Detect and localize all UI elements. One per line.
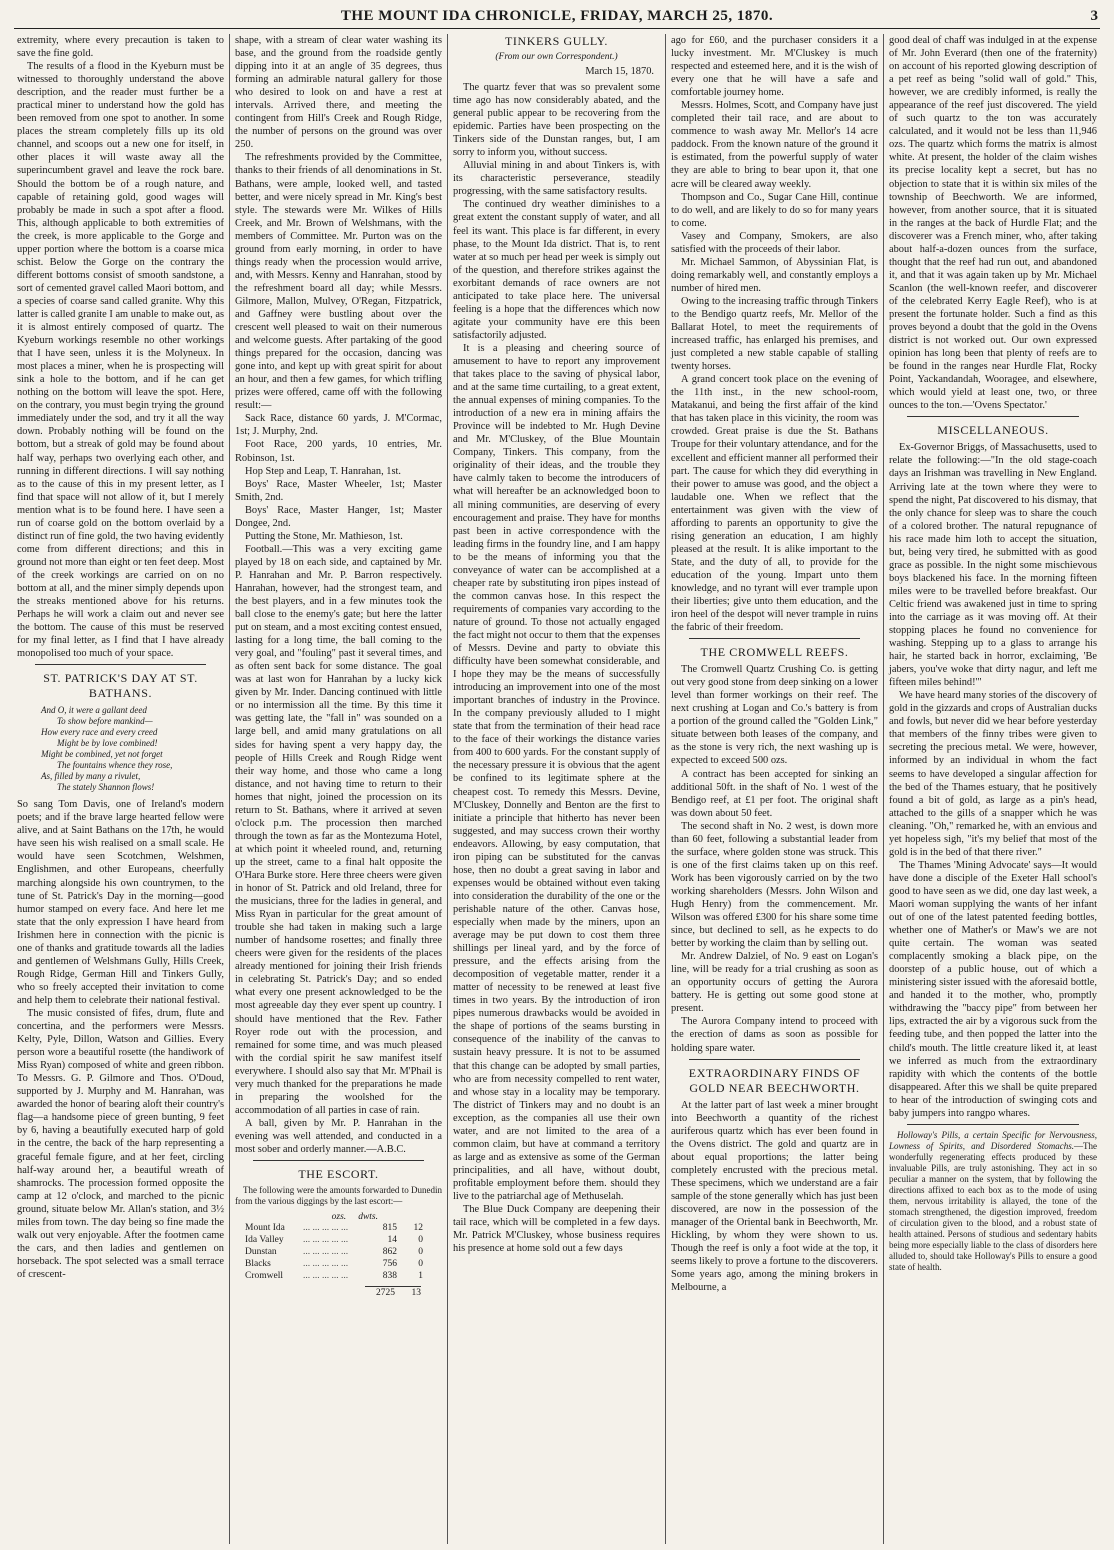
- escort-dwts: 0: [418, 1235, 423, 1246]
- poem-line: The stately Shannon flows!: [57, 782, 155, 793]
- escort-total-row: [245, 1286, 438, 1299]
- leader-dots: ... ... ... ... ...: [303, 1247, 349, 1258]
- article-text: Thompson and Co., Sugar Cane Hill, continue to do well, and are likely to do so for many years to come.: [671, 191, 878, 229]
- leader-dots: ... ... ... ... ...: [303, 1271, 349, 1282]
- escort-place: Cromwell: [245, 1271, 283, 1282]
- article-text: ago for £60, and the purchaser considers it a lucky investment. Mr. M'Cluskey is much respected and esteemed here, and it is the wish of every one that he will have a safe and comfortable journey home.: [671, 35, 878, 99]
- column-rule: [689, 1059, 860, 1060]
- article-text: Owing to the increasing traffic through Tinkers to the Bendigo quartz reefs, Mr. Mellor of the Ballarat Hotel, to meet the requirements of increased traffic, has enlarged his premises, and just completed a new stable capable of stalling twenty horses.: [671, 295, 878, 373]
- escort-table: [245, 1212, 438, 1299]
- table-row: [245, 1234, 438, 1246]
- leader-dots: ... ... ... ... ...: [303, 1259, 349, 1270]
- poem-line: The fountains whence they rose,: [57, 760, 173, 771]
- byline: (From our own Correspondent.): [495, 52, 618, 62]
- poem-verse: [41, 705, 224, 793]
- headline-the-escort: THE ESCORT.: [298, 1167, 379, 1182]
- column-rule: [689, 638, 860, 639]
- ad-lead: Holloway's Pills, a certain Specific for Nervousness, Lowness of Spirits, and Disordered Stomachs.: [889, 1129, 1097, 1151]
- escort-units-header: [245, 1212, 438, 1222]
- headline-tinkers-gully: TINKERS GULLY.: [505, 34, 608, 48]
- page-number: 3: [1090, 8, 1098, 24]
- column-2: [230, 34, 448, 1544]
- poem-line: To show before mankind—: [57, 716, 153, 727]
- table-row: [245, 1246, 438, 1258]
- article-text: good deal of chaff was indulged in at the expense of Mr. John Everard (then one of the fraternity) on account of his reported glowing description of a pet reef as being "solid wall of gold." This, however, we are credibly informed, is really the appearance of the reef just discovered. The yield of such quartz to the ton was accurately calculated, and it would not be less than 11,946 ozs. The quartz which forms the matrix is almost white. At present, the holder of the claim wishes its precise locality kept a secret, but has no objection to state that it is within six miles of the township of Beechworth. We are informed, however, from another source, that it is situated in the ranges at the back of Hurdle Flat; and the discoverer was a French miner, who, after taking about half-a-dozen ounces from the surface, thought that the reef had run out, and abandoned it, and that it was again taken up by Mr. Michael Scanlon (the well-known reefer, and discoverer of the celebrated Kerry Eagle Reef), who is at present the fortunate holder. Such a find as this proves beyond a doubt that the gold in the Ovens district is not worked out. Our own expressed opinion has long been that plenty of reefs are to be found in the ranges near Hurdle Flat, Rocky Point, Yackandandah, Wooragee, and elsewhere, which would yield at least one, two, or three ounces to the ton.—'Ovens Spectator.': [889, 35, 1097, 412]
- poem-line: And O, it were a gallant deed: [41, 705, 147, 716]
- article-text: Vasey and Company, Smokers, are also satisfied with the proceeds of their labor.: [671, 230, 878, 255]
- headline-st-patricks-day: ST. PATRICK'S DAY AT ST. BATHANS.: [43, 671, 198, 701]
- article-text: The continued dry weather diminishes to a great extent the constant supply of water, and all feel its want. This place is far different, in every phase, to the Mount Ida district. That is, to rent water at so much per head per week is simply out of the question, and therefore strikes against the exorbitant demands of race owners are not anticipated to take place here. The universal feeling is a hope that the differences which now agitate your community have ere this been satisfactorily adjusted.: [453, 199, 660, 341]
- article-text: The second shaft in No. 2 west, is down more than 60 feet, following a substantial leader from the surface, where golden stone was struck. This is one of the first claims taken up on this reef. Work has been vigorously carried on by the two working shareholders (Messrs. John Wilson and Hugh Henry) from the commencement. Mr. Wilson was offered £300 for his share some time since, but declined to sell, as he expects to do better by working the claim than by selling out.: [671, 820, 878, 950]
- article-text: The results of a flood in the Kyeburn must be witnessed to thoroughly understand the above description, and the reader must further be a practical miner to understand how the gold has been removed from one spot to another. In some places the stream completely fills up its old channel, and scoops out a new one for itself, in other places it will waste away all the superincumbent gravel and leave the rock bare. Should the bottom be of a rough nature, and capable of retaining gold, good wages will probably be made in such a spot after a flood. This, although applicable to both extremities of the creek, is more applicable to the Gorge and upper portion where the bottom is a coarse mica schist. Below the Gorge on the contrary the different bottoms consist of smooth sandstone, a sort of cemented gravel called Maori bottom, and a species of coarse sand called granite. Why this latter is called granite I am unable to make out, as it is almost entirely composed of quartz. The Kyeburn workings resemble no other workings that I have seen, unless it is the Molyneux. In most places a miner, when he is prospecting will sink a hole to the bottom, and if he can get nothing on the bottom will leave the spot. Here, on the contrary, you must begin trying the ground immediately under the sod, and try it all the way down. Probably nothing will be found on the bottom, but a streak of gold may be found about half way, perhaps two overlying each other, and running in different directions. I will say nothing as to the cause of this in my present letter, as I find that space will not allow of it, but I merely mention what is to be found here. I have seen a run of coarse gold on the bottom overlaid by a distinct run of fine gold, the two having evidently come from different directions; and this in ground not more than eight or ten feet deep. Most of the creek workings are carried on on no bottom at all, and the miner simply depends upon the streaks mentioned above for his returns. Perhaps he will work a claim out and never see the bottom. The cause of this must be reserved for my final letter, as I find that I have already monopolised too much of your space.: [17, 61, 224, 660]
- article-text: The Blue Duck Company are deepening their tail race, which will be completed in a few days. Mr. Patrick M'Cluskey, whose business requires his presence at home sold out a few days: [453, 1204, 660, 1255]
- article-text: The Cromwell Quartz Crushing Co. is getting out very good stone from deep sinking on a lower level than former workings on their reef. The next crushing at Logan and Co.'s battery is from a portion of the ground called the "Golden Link," situate between both leases of the company, and as the stone is very rich, the next washing up is expected to exceed 500 ozs.: [671, 664, 878, 767]
- article-text: It is a pleasing and cheering source of amusement to have to report any improvement that takes place to the saving of physical labor, and at the same time curtailing, to a great extent, the annual expenses of mining companies. To the introduction of a new era in mining affairs the Province will be indebted to Mr. Hugh Devine and Mr. M'Cluskey, of the Blue Mountain Company, Tinkers. This company, from the originality of their ideas, and the trouble they have calmly taken to become the introducers of what will hereafter be an acknowledged boon to all mining communities, are deserving of every encouragement and praise. They have for months past been in active correspondence with the leading firms in the foundry line, and I am happy to be the means of informing you that the conveyance of water can be accomplished at a cheaper rate by substituting iron pipes instead of the common canvas hose. In this respect the requirements of companies vary according to the nature of ground. To those not actually engaged the fact might not occur to them that the expenses of Messrs. Devine and party to obviate this difficulty have been somewhat considerable, and I hope they may be the means of successfully introducing an improvement into one of the most important branches of industry in the Province. In the company previously alluded to I might state that from the termination of their head race to the face of their workings the distance varies from 400 to 600 yards. For the constant supply of the necessary pressure it is obvious that the agent be confined to its legitimate sphere at the cheapest cost. To remedy this Messrs. Devine, M'Cluskey, Donnelly and Benton are the first to initiate a principle that hitherto has never been suggested, and may success crown their worthy endeavors. Allowing, by easy computation, that iron piping can be substituted for the canvas hose, then no doubt a great saving in labor and expenses would be obtained without even taking into consideration the durability of the one or the perishable nature of the other. Canvas hose, especially when made by the miners, upon an average may be put down to cost them three shillings per lineal yard, and by the force of pressure, and the effects arising from the decomposition of vegetable matter, render it a matter of necessity to be renewed at least five times in two years. By the introduction of iron pipes numerous drawbacks would be avoided in the shape of portions of the seams bursting in consequence of the inability of the canvas to sustain heavy pressure. It is not to be assumed that this change can be adopted by small parties, who are from necessity compelled to rent water, and whose stay in a locality may be temporary. The district of Tinkers may and no doubt is an exception, as the companies all use their own water, and are not limited to the area of a common claim, but have at command a territory as large and as extensive as some of the German principalities, and all have, without doubt, profitable employment before them. should they live to the patriarchal age of Methuselah.: [453, 342, 660, 1202]
- column-rule: [907, 1124, 1079, 1125]
- escort-ozs: 14: [387, 1235, 397, 1246]
- escort-intro: The following were the amounts forwarded to Dunedin from the various diggings by the last escort:—: [235, 1185, 442, 1207]
- escort-ozs: 838: [382, 1271, 397, 1282]
- poem-line: Might be by love combined!: [57, 738, 158, 749]
- article-text: A ball, given by Mr. P. Hanrahan in the evening was well attended, and conducted in a most sober and orderly manner.—A.B.C.: [235, 1117, 442, 1155]
- masthead: [14, 6, 1100, 29]
- article-text: The music consisted of fifes, drum, flute and concertina, and the performers were Messrs. Kelty, Pyle, Dillon, Watson and Gillies. Every person wore a beautiful rosette (the handiwork of Miss Ryan) composed of white and green ribbon. To Messrs. G. P. Gilmore and Thos. O'Doud, supported by J. Murphy and M. Hanrahan, was awarded the honor of bearing aloft their country's flag—a handsome piece of green bunting, 9 feet by 6, having a beautifully executed harp of gold in the centre, the back of the harp representing a graceful female figure, and at her feet, circling half-way around her, a beautiful wreath of shamrocks. The procession formed opposite the camp at 12 o'clock, and marched to the picnic ground, situate below Mr. Allan's station, and 3½ miles from town. The day being so fine made the walk out very enjoyable. After the footmen came the cars, and then ladies and gentlemen on horseback. The spot selected was a small terrace of crescent-: [17, 1008, 224, 1280]
- holloways-pills-advertisement: [889, 1130, 1097, 1273]
- escort-place: Ida Valley: [245, 1235, 284, 1246]
- newspaper-title: THE MOUNT IDA CHRONICLE, FRIDAY, MARCH 25, 1870.: [340, 8, 774, 24]
- table-row: [245, 1258, 438, 1270]
- poem-line: How every race and every creed: [41, 727, 158, 738]
- race-result: Boys' Race, Master Wheeler, 1st; Master Smith, 2nd.: [235, 478, 442, 503]
- headline-beechworth-finds: EXTRAORDINARY FINDS OF GOLD NEAR BEECHWORTH.: [688, 1065, 861, 1095]
- column-1: [12, 34, 230, 1544]
- column-rule: [35, 664, 206, 665]
- article-text: extremity, where every precaution is taken to save the fine gold.: [17, 35, 224, 60]
- column-rule: [907, 416, 1079, 417]
- column-5: [884, 34, 1102, 1544]
- poem-line: Might be combined, yet not forget: [41, 749, 163, 760]
- column-4: [666, 34, 884, 1544]
- article-text: Football.—This was a very exciting game played by 18 on each side, and captained by Mr. P. Hanrahan and Mr. P. Barron respectively. Hanrahan, however, had the strongest team, and the best players, and in a few minutes took the ball close to the enemy's gate; but here the latter put on steam, and a most exciting contest ensued, lasting for a long time, the ball coming to the very goal, and "fouling" past it several times, and as often sent back for some distance. The goal was at last won for Hanrahan by a lucky kick given by Mr. Inder. Dancing continued with little or no intermission all the time. By this time it was getting late, the "fall in" was sounded on a large bell, and amid many gratulations on all sides for having spent a very happy day, the people of Hills Creek and Rough Ridge went their way home, and those who came a long distance, and not having time to return to their homes that night, joined the procession on its return to St. Bathans, where it arrived at seven o'clock p.m. The procession then marched through the town as far as the Montezuma Hotel, at which point it wheeled round, and, returning up the street, came to a final halt opposite the O'Hara Burke store. Here three cheers were given in honor of St. Patrick and old Ireland, three for the musicians, three for the ladies in general, and Miss Ryan in particular for the great amount of trouble she had taken in making such a large number of handsome rosettes; and finally three cheers were given for the residents of the places already mentioned for joining their Irish friends in celebrating St. Patrick's Day; and so ended what every one present acknowledged to be the most agreeable day they ever spent up country. I should have mentioned that the Rev. Father Royer rode out with the procession, and remained for some time, and was much pleased with the cordial spirit he saw manifest itself everywhere. I should also say that Mr. M'Phail is very much thanked for the preparations he made in preparing the woolshed for the accommodation of all parties in case of rain.: [235, 543, 442, 1116]
- escort-dwts: 12: [413, 1223, 423, 1234]
- escort-ozs: 756: [382, 1259, 397, 1270]
- escort-ozs: 862: [382, 1247, 397, 1258]
- article-text: The Aurora Company intend to proceed with the erection of dams as soon as possible for holding spare water.: [671, 1016, 878, 1054]
- escort-place: Dunstan: [245, 1247, 277, 1258]
- article-text: The Thames 'Mining Advocate' says—It would have done a disciple of the Exeter Hall school's good to have seen as we did, one day last week, a Maori woman supplying the wants of her infant out of one of the latest patented feeding bottles, whether one of Mather's or Maw's we are not quite certain. The woman was seated complacently smoking a black pipe, on the doorstep of a public house, out of which a ministering sister issued with the aforesaid bottle, and handed it to the mother, who, promptly withdrawing the "baccy pipe" from between her lips, extracted the air by a vigorous suck from the feeding tube, and then popped the latter into the child's mouth. The little creature liked it, at least we inferred as much from the extraordinary rapidity with which the contents of the bottle disappeared. After this we shall be quite prepared to hear of the introduction of swinging cots and baby jumpers into rangpo whares.: [889, 859, 1097, 1119]
- escort-dwts: 1: [418, 1271, 423, 1282]
- leader-dots: ... ... ... ... ...: [303, 1223, 349, 1234]
- article-text: Messrs. Holmes, Scott, and Company have just completed their tail race, and are about to commence to wash away Mr. Mellor's 14 acre paddock. From the known nature of the ground it is estimated, from the powerful supply of water they are able to bring to bear upon it, that one acre will be cleared away weekly.: [671, 100, 878, 190]
- article-text: A contract has been accepted for sinking an additional 50ft. in the shaft of No. 1 west of the Bendigo reef, at £1 per foot. The original shaft was down about 50 feet.: [671, 768, 878, 819]
- escort-dwts: 0: [418, 1247, 423, 1258]
- unit-ozs: ozs.: [331, 1212, 347, 1223]
- escort-dwts: 0: [418, 1259, 423, 1270]
- article-text: The refreshments provided by the Committee, thanks to their friends of all denominations in St. Bathans, were ample, looked well, and tasted better, and were nicely spread in Mr. King's best style. The stewards were Mr. Wilkes of Hills Creek, and Mr. Brown of Welshmans, with the members of Committee. Mr. Purton was on the ground from early morning, in order to have things ready when the procession would arrive, and, with Messrs. Kenny and Hanrahan, stood by the refreshment board all day; while Messrs. Gilmore, Mallon, Mulvey, O'Regan, Fitzpatrick, and Gaffney were bustling about over the crescent well pleased to wait on their numerous and welcome guests. After partaking of the good things prepared for the occasion, dancing was gone into, and kept up with great spirit for about an hour, and then a few games, for which trifling prizes were offered, came off with the following result:—: [235, 152, 442, 412]
- leader-dots: ... ... ... ... ...: [303, 1235, 349, 1246]
- race-result: Hop Step and Leap, T. Hanrahan, 1st.: [245, 465, 402, 477]
- page-columns: [12, 34, 1104, 1544]
- article-text: So sang Tom Davis, one of Ireland's modern poets; and if the brave large hearted fellow were alive, and at Saint Bathans on the 17th, he would have seen his wish realised on a small scale. He would have seen Scotchmen, Welshmen, Englishmen, and other Europeans, cheerfully marching alongside his own countrymen, to the tune of St. Patrick's Day in the morning—good humor stamped on every face. And here let me state that the only expression I have heard from Irishmen here in connection with the picnic is one of thanks and gratitude towards all the ladies and gentlemen of Welshmans Gully, Hills Creek, Rough Ridge, German Hill and Tinkers Gully, who so freely accepted their invitation to come and help them to celebrate their national festival.: [17, 799, 224, 1006]
- headline-cromwell-reefs: THE CROMWELL REEFS.: [700, 645, 849, 660]
- article-text: At the latter part of last week a miner brought into Beechworth a quantity of the richest auriferous quartz which has ever been found in the Ovens district. The gold and quartz are in about equal proportions; the latter being completely encrusted with the precious metal. These specimens, which we understand are a fair sample of the stone generally which has just been discovered, are now in the possession of the manager of the Oriental bank in Beechworth, Mr. Hickling, by whom they were shown to us. Though the reef is only a foot wide at the top, it seems likely to prove a fortune to the discoverers. Some years ago, among the mining brokers in Melbourne, a: [671, 1099, 878, 1294]
- race-result: Sack Race, distance 60 yards, J. M'Cormac, 1st; J. Murphy, 2nd.: [235, 413, 442, 438]
- race-result: Boys' Race, Master Hanger, 1st; Master Dongee, 2nd.: [235, 504, 442, 529]
- race-result: Putting the Stone, Mr. Mathieson, 1st.: [245, 530, 403, 542]
- column-rule: [253, 1160, 424, 1161]
- article-text: Ex-Governor Briggs, of Massachusetts, used to relate the following:—"In the old stage-coach days an Irishman was travelling in New England. Arriving late at the town where they were to spend the night, Pat discovered to his dismay, that the only chance for sleep was to share the couch of a colored brother. The natural repugnance of his race made him loth to accept the situation, but, being very tired, he submitted with as good grace as possible. In the night some mischievous boys blackened his face. In the morning fifteen miles were to be travelled before breakfast. Our Celtic friend was awakened just in time to spring into the carriage as it was moving off. At their stopping places he found no convenience for washing. Stepping up to a glass to arrange his hair, he started back in horror, exclaiming, 'Be jabers, you've woke that dirty nagur, and left me fifteen miles behind!'": [889, 442, 1097, 689]
- column-3: [448, 34, 666, 1544]
- dateline: March 15, 1870.: [585, 66, 654, 77]
- escort-place: Blacks: [245, 1259, 271, 1270]
- article-text: The quartz fever that was so prevalent some time ago has now considerably abated, and the general public appear to be recovering from the epidemic. Parties have been prospecting on the Tinkers side of the Dunstan ranges, but, I am sorry to inform you, without success.: [453, 82, 660, 159]
- unit-dwts: dwts.: [358, 1212, 378, 1223]
- escort-total-dwts: 13: [395, 1286, 421, 1299]
- headline-miscellaneous: MISCELLANEOUS.: [937, 423, 1049, 438]
- poem-line: As, filled by many a rivulet,: [41, 771, 141, 782]
- table-row: [245, 1270, 438, 1282]
- article-text: Mr. Michael Sammon, of Abyssinian Flat, is doing remarkably well, and constantly employs a number of hired men.: [671, 256, 878, 294]
- race-result: Foot Race, 200 yards, 10 entries, Mr. Robinson, 1st.: [235, 439, 442, 464]
- escort-total-ozs: 2725: [365, 1286, 395, 1299]
- article-text: A grand concert took place on the evening of the 11th inst., in the new school-room, Matakanui, and being the first affair of the kind that has taken place in this vicinity, the room was crowded. Great praise is due the St. Bathans Troupe for their voluntary attendance, and for the excellent and efficient manner all performed their part. The cause for which they did everything in their power to amuse was good, and the object a laudable one. When we reflect that the entertainment was given with the view of affording to parents an opportunity to give the rising generation an education, I am highly pleased at the result. It is alike important to the State, and the duty of all, to provide for the education of the young. Impart unto them knowledge, and no tyrant will ever trample upon their liberties; give unto them education, and the iron heel of the despot will never trample in ruins the fabric of their freedom.: [671, 374, 878, 634]
- article-text: Alluvial mining in and about Tinkers is, with its characteristic perseverance, steadily progressing, with the same satisfactory results.: [453, 160, 660, 198]
- escort-ozs: 815: [382, 1223, 397, 1234]
- ad-body: —The wonderfully regenerating effects produced by these invaluable Pills, are truly astonishing. They act in so peculiar a manner on the system, that by following the directions affixed to each box as to the mode of using them, nervous irritability is allayed, the tone of the stomach strengthened, the digestion improved, freedom of circulation given to the blood, and a robust state of health attained. Persons of studious and sedentary habits being more especially liable to the class of disorders here alluded to, should take Holloway's Pills to ensure a good state of health.: [889, 1140, 1097, 1272]
- article-text: We have heard many stories of the discovery of gold in the gizzards and crops of Australian ducks and fowls, but never did we hear before yesterday that members of the finny tribes were given to secreting the precious metal. We were, however, informed by an individual in whom the fact seems to have developed a singular affection for the bed of the Thames estuary, that he positively found a bit of gold, as large as a pin's head, attached to the gills of a snapper which he was cleaning. "Oh," remarked he, with an envious and yet hopeless sigh, "it's my belief that most of the gold is in the bed of that there river.": [889, 690, 1097, 858]
- escort-place: Mount Ida: [245, 1223, 285, 1234]
- article-text: Mr. Andrew Dalziel, of No. 9 east on Logan's line, will be ready for a trial crushing as soon as an opportunity occurs of getting the Aurora battery. He is getting out some good stone at present.: [671, 951, 878, 1015]
- article-text: shape, with a stream of clear water washing its base, and the ground from the roadside gently dipping into it at an angle of 35 degrees, thus forming an admirable natural gallery for those who desired to look on and have a rest at intervals. Arrived there, and meeting the contingent from Hill's Creek and Rough Ridge, the number of persons on the ground was over 250.: [235, 35, 442, 151]
- table-row: [245, 1222, 438, 1234]
